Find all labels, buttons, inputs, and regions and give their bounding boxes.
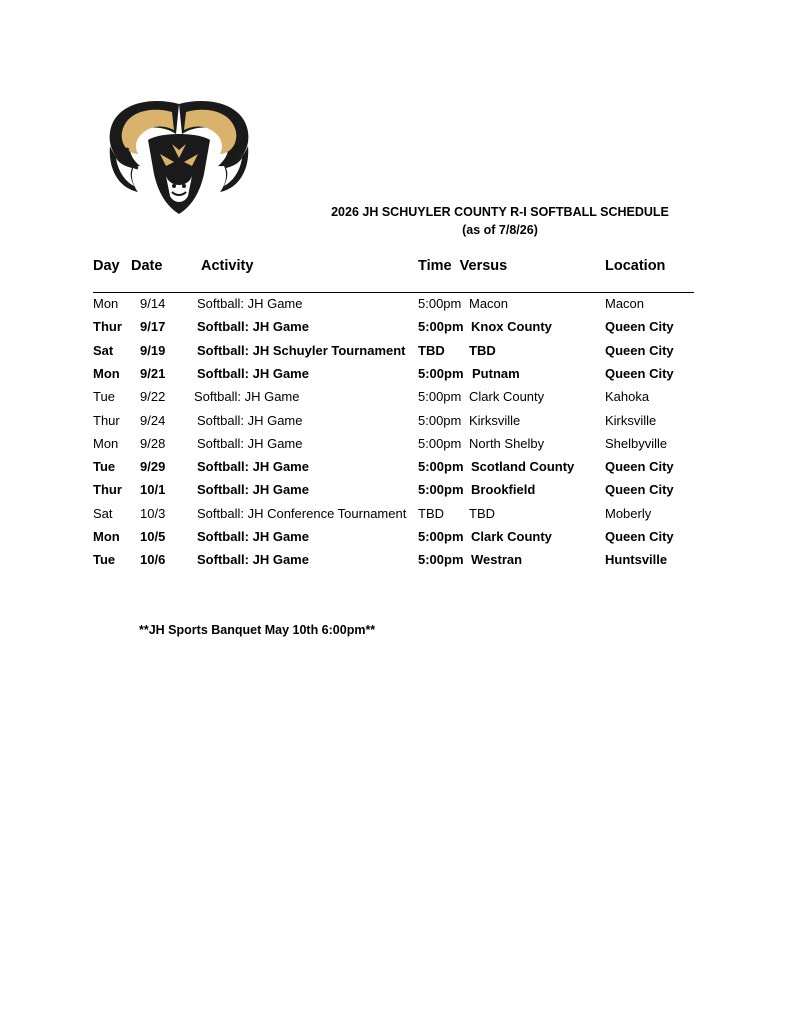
cell-location: Queen City (605, 365, 674, 381)
cell-location: Kahoka (605, 389, 650, 405)
cell-day: Thur (93, 319, 122, 335)
table-row (0, 366, 791, 386)
cell-activity: Softball: JH Schuyler Tournament (197, 342, 406, 358)
cell-time: TBD (418, 505, 444, 521)
column-header-location: Location (605, 258, 666, 274)
cell-day: Sat (93, 505, 113, 521)
cell-versus: Westran (471, 552, 523, 568)
cell-day: Mon (93, 529, 120, 544)
cell-activity: Softball: JH Game (197, 296, 303, 311)
cell-day: Thur (93, 412, 120, 428)
cell-location: Queen City (605, 459, 674, 475)
cell-versus: TBD (469, 342, 496, 358)
cell-day: Mon (93, 365, 120, 381)
cell-activity: Softball: JH Game (197, 365, 309, 381)
cell-day: Tue (93, 552, 116, 568)
cell-activity: Softball: JH Game (197, 482, 309, 498)
table-row (0, 459, 791, 479)
cell-location: Huntsville (605, 552, 668, 568)
cell-time: 5:00pm (418, 389, 462, 405)
cell-date: 9/24 (140, 412, 166, 428)
cell-date: 9/19 (140, 342, 166, 358)
cell-activity: Softball: JH Game (197, 529, 309, 544)
cell-versus: Knox County (471, 319, 552, 335)
cell-time: TBD (418, 342, 445, 358)
cell-date: 9/22 (140, 389, 166, 405)
cell-time: 5:00pm (418, 482, 464, 498)
cell-date: 9/21 (140, 365, 166, 381)
ram-head-icon (104, 96, 254, 218)
cell-versus: Clark County (469, 389, 545, 405)
cell-time: 5:00pm (418, 365, 464, 381)
schedule-title: 2026 JH SCHUYLER COUNTY R-I SOFTBALL SCHEDULE (331, 205, 669, 219)
cell-day: Tue (93, 459, 116, 475)
table-row (0, 319, 791, 339)
cell-day: Mon (93, 435, 119, 451)
cell-date: 9/14 (140, 296, 166, 311)
cell-activity: Softball: JH Conference Tournament (197, 505, 407, 521)
cell-activity: Softball: JH Game (197, 552, 309, 568)
cell-activity: Softball: JH Game (194, 389, 300, 405)
cell-time: 5:00pm (418, 412, 462, 428)
cell-time: 5:00pm (418, 435, 462, 451)
cell-day: Mon (93, 296, 119, 311)
column-header-time-versus: Time Versus (418, 258, 508, 274)
cell-date: 10/6 (140, 552, 166, 568)
cell-activity: Softball: JH Game (197, 319, 309, 335)
cell-location: Macon (605, 296, 645, 311)
cell-location: Kirksville (605, 412, 657, 428)
table-row (0, 413, 791, 433)
cell-day: Tue (93, 389, 115, 405)
cell-date: 9/17 (140, 319, 166, 335)
cell-versus: North Shelby (469, 435, 545, 451)
cell-date: 10/5 (140, 529, 166, 544)
cell-versus: Putnam (472, 365, 520, 381)
cell-time: 5:00pm (418, 529, 464, 544)
cell-date: 10/1 (140, 482, 166, 498)
table-row (0, 482, 791, 502)
column-header-date: Date (131, 258, 163, 274)
cell-time: 5:00pm (418, 459, 464, 475)
cell-time: 5:00pm (418, 552, 464, 568)
table-row (0, 296, 791, 316)
table-row (0, 506, 791, 526)
cell-time: 5:00pm (418, 296, 462, 311)
column-header-day: Day (93, 258, 120, 274)
cell-versus: Brookfield (471, 482, 536, 498)
cell-location: Queen City (605, 342, 674, 358)
table-row (0, 552, 791, 572)
cell-activity: Softball: JH Game (197, 459, 309, 475)
table-row (0, 389, 791, 409)
column-header-activity: Activity (201, 258, 254, 274)
cell-day: Thur (93, 482, 122, 498)
cell-day: Sat (93, 342, 114, 358)
cell-activity: Softball: JH Game (197, 435, 303, 451)
header-divider (93, 292, 694, 293)
cell-date: 9/29 (140, 459, 166, 475)
cell-location: Queen City (605, 529, 674, 544)
cell-location: Shelbyville (605, 435, 668, 451)
table-row (0, 436, 791, 456)
cell-versus: TBD (469, 505, 495, 521)
schedule-subtitle: (as of 7/8/26) (462, 223, 538, 237)
cell-versus: Clark County (471, 529, 552, 544)
table-row (0, 529, 791, 549)
cell-time: 5:00pm (418, 319, 464, 335)
cell-date: 9/28 (140, 435, 166, 451)
banquet-note: **JH Sports Banquet May 10th 6:00pm** (139, 623, 376, 637)
cell-versus: Kirksville (469, 412, 521, 428)
table-row (0, 343, 791, 363)
cell-location: Queen City (605, 319, 674, 335)
cell-versus: Scotland County (471, 459, 575, 475)
cell-location: Queen City (605, 482, 674, 498)
cell-versus: Macon (469, 296, 509, 311)
cell-location: Moberly (605, 505, 652, 521)
cell-activity: Softball: JH Game (197, 412, 303, 428)
cell-date: 10/3 (140, 505, 166, 521)
